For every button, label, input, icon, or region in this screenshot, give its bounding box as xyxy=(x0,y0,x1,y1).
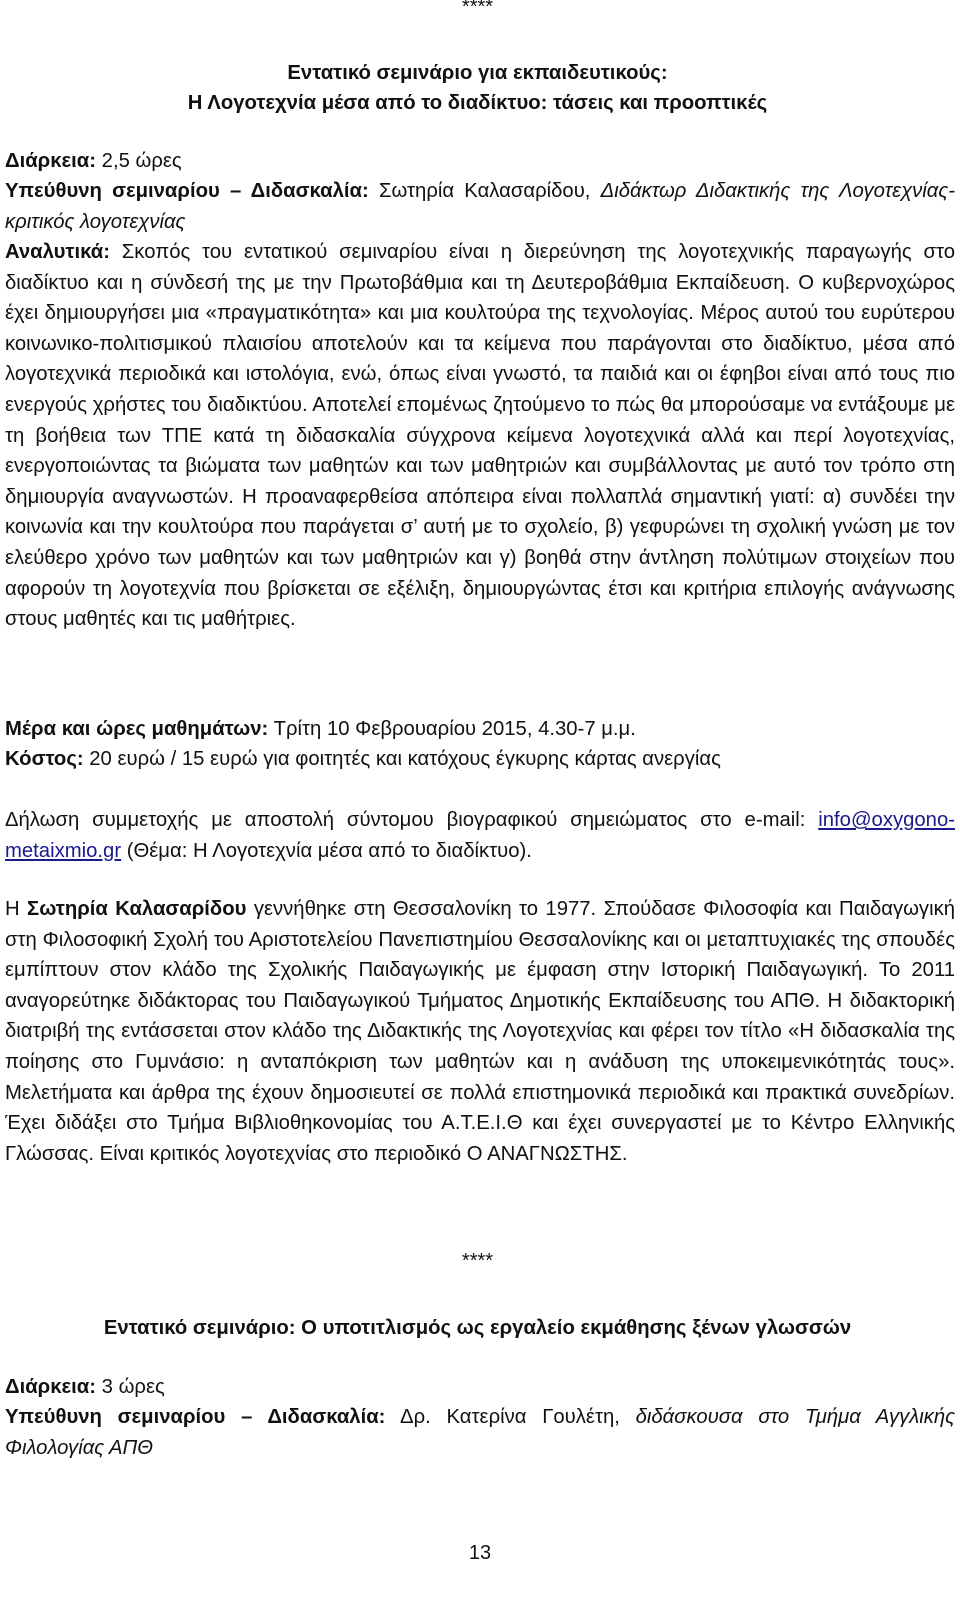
page-number: 13 xyxy=(468,1542,492,1564)
seminar1-bio xyxy=(5,894,955,1169)
duration-label: Διάρκεια: xyxy=(5,150,97,172)
instructor-title: διδάσκουσα στο Τμήμα Αγγλικής Φιλολογίας ΑΠΘ xyxy=(5,1406,955,1459)
seminar1-duration xyxy=(5,146,955,177)
schedule-label: Μέρα και ώρες μαθημάτων: xyxy=(5,718,269,740)
instructor-label: Υπεύθυνη σεμιναρίου – Διδασκαλία: xyxy=(5,180,369,202)
seminar2-instructor xyxy=(5,1402,955,1463)
cost-label: Κόστος: xyxy=(5,748,84,770)
instructor-label: Υπεύθυνη σεμιναρίου – Διδασκαλία: xyxy=(5,1406,386,1428)
seminar1-cost xyxy=(5,744,955,775)
seminar1-instructor xyxy=(5,176,955,237)
registration-email-link[interactable]: info@oxygono-metaixmio.gr xyxy=(5,809,955,862)
duration-value: 2,5 ώρες xyxy=(96,150,182,172)
details-text: Σκοπός του εντατικού σεμιναρίου είναι η διερεύνηση της λογοτεχνικής παραγωγής στο διαδίκτυο και η σύνδεσή της με την Πρωτοβάθμια και τη Δευτεροβάθμια Εκπαίδευση. Ο κυβερνοχώρος έχει δημιουργήσει μια «πραγματικότητα» και μια κουλτούρα της τεχνολογίας. Μέρος αυτού του ευρύτερου κοινωνικο-πολιτισμικού πλαισίου αποτελούν και τα κείμενα που παράγονται στο διαδίκτυο, μέσα από λογοτεχνικά περιοδικά και ιστολόγια, ενώ, όπως είναι γνωστό, τα παιδιά και οι έφηβοι είναι από τους πιο ενεργούς χρήστες του διαδικτύου. Αποτελεί επομένως ζητούμενο το πώς θα μπορούσαμε να εντάξουμε με τη βοήθεια των ΤΠΕ κατά τη διδασκαλία σύγχρονα κείμενα λογοτεχνικά αλλά και περί λογοτεχνίας, ενεργοποιώντας τα βιώματα των μαθητών και των μαθητριών και συμβάλλοντας με αυτό τον τρόπο στη δημιουργία αναγνωστών. Η προαναφερθείσα απόπειρα είναι πολλαπλά σημαντική γιατί: α) συνδέει την κοινωνία και την κουλτούρα που παράγεται σ’ αυτή με το σχολείο, β) γεφυρώνει τη σχολική γνώση με τον ελεύθερο χρόνο των μαθητών και των μαθητριών και γ) βοηθά στην άντληση πολύτιμων στοιχείων που αφορούν τη λογοτεχνία που βρίσκεται σε εξέλιξη, δημιουργώντας έτσι και κριτήρια επιλογής ανάγνωσης στους μαθητές και τις μαθήτριες. xyxy=(5,241,955,631)
details-label: Αναλυτικά: xyxy=(5,241,110,263)
bio-prefix: Η xyxy=(5,898,28,920)
duration-value: 3 ώρες xyxy=(96,1376,165,1398)
seminar2-duration xyxy=(5,1372,955,1403)
seminar1-title-line2: Η Λογοτεχνία μέσα από το διαδίκτυο: τάσεις και προοπτικές xyxy=(187,92,768,114)
bio-text: γεννήθηκε στη Θεσσαλονίκη το 1977. Σπούδασε Φιλοσοφία και Παιδαγωγική στη Φιλοσοφική Σχολή του Αριστοτελείου Πανεπιστημίου Θεσσαλονίκης και οι μεταπτυχιακές της σπουδές εμπίπτουν στον κλάδο της Σχολικής Παιδαγωγικής με έμφαση στην Ιστορική Παιδαγωγική. Το 2011 αναγορεύτηκε διδάκτορας του Παιδαγωγικού Τμήματος Δημοτικής Εκπαίδευσης του ΑΠΘ. Η διδακτορική διατριβή της εντάσσεται στον κλάδο της Διδακτικής της Λογοτεχνίας και φέρει τον τίτλο «Η διδασκαλία της ποίησης στο Γυμνάσιο: η ανταπόκριση των μαθητών και η ανάδυση της υποκειμενικότητάς τους». Μελετήματα και άρθρα της έχουν δημοσιευτεί σε πολλά επιστημονικά περιοδικά και πρακτικά συνεδρίων. Έχει διδάξει στο Τμήμα Βιβλιοθηκονομίας του Α.Τ.Ε.Ι.Θ και έχει συνεργαστεί με το Κέντρο Ελληνικής Γλώσσας. Είναι κριτικός λογοτεχνίας στο περιοδικό Ο ΑΝΑΓΝΩΣΤΗΣ. xyxy=(5,898,955,1165)
duration-label: Διάρκεια: xyxy=(5,1376,97,1398)
seminar1-title-line1: Εντατικό σεμινάριο για εκπαιδευτικούς: xyxy=(287,62,668,84)
instructor-name: Σωτηρία Καλασαρίδου, xyxy=(368,180,601,202)
schedule-value: Τρίτη 10 Φεβρουαρίου 2015, 4.30-7 μ.μ. xyxy=(268,718,636,740)
instructor-title: Διδάκτωρ Διδακτικής της Λογοτεχνίας-κριτικός λογοτεχνίας xyxy=(5,180,955,233)
cost-value: 20 ευρώ / 15 ευρώ για φοιτητές και κατόχους έγκυρης κάρτας ανεργίας xyxy=(83,748,721,770)
seminar1-schedule xyxy=(5,714,955,745)
bio-name: Σωτηρία Καλασαρίδου xyxy=(27,898,247,920)
seminar1-details xyxy=(5,237,955,635)
registration-subject: (Θέμα: Η Λογοτεχνία μέσα από το διαδίκτυο). xyxy=(121,839,532,862)
seminar1-registration xyxy=(5,805,955,866)
separator-middle: **** xyxy=(461,1250,494,1272)
registration-text: Δήλωση συμμετοχής με αποστολή σύντομου βιογραφικού σημειώματος στο e-mail: xyxy=(5,809,819,831)
separator-top: **** xyxy=(461,0,494,18)
seminar2-title: Εντατικό σεμινάριο: Ο υποτιτλισμός ως εργαλείο εκμάθησης ξένων γλωσσών xyxy=(103,1317,852,1339)
instructor-name: Δρ. Κατερίνα Γουλέτη, xyxy=(385,1406,636,1428)
